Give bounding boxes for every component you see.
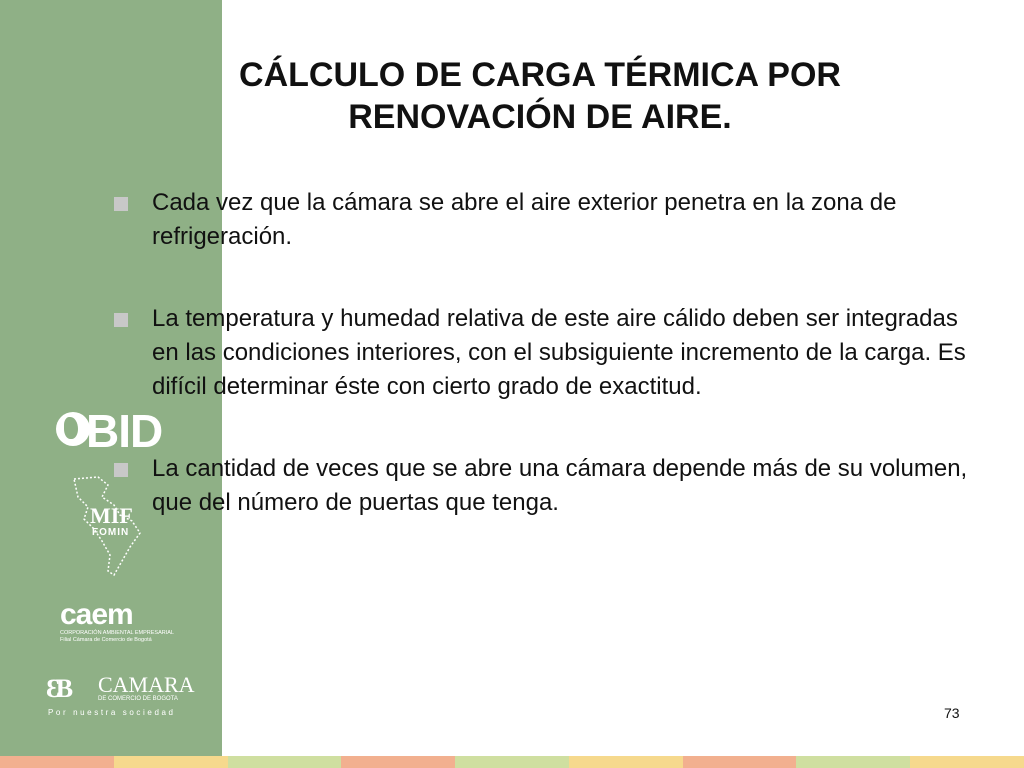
slide-title-line-2: RENOVACIÓN DE AIRE. xyxy=(348,98,732,136)
footer-stripe xyxy=(341,756,455,768)
footer-stripe xyxy=(796,756,910,768)
slide-title-line-1: CÁLCULO DE CARGA TÉRMICA POR xyxy=(239,56,841,94)
footer-stripe xyxy=(569,756,683,768)
footer-stripe xyxy=(455,756,569,768)
footer-stripe xyxy=(228,756,342,768)
slide-title xyxy=(160,54,920,138)
caem-logo xyxy=(60,598,174,650)
camara-subtitle: DE COMERCIO DE BOGOTA xyxy=(98,696,178,702)
footer-stripe xyxy=(910,756,1024,768)
bullet-item xyxy=(112,186,972,254)
footer-color-bar xyxy=(0,756,1024,768)
camara-comercio-logo xyxy=(46,674,196,724)
bullet-item xyxy=(112,452,972,520)
fomin-logo-text: FOMIN xyxy=(92,527,130,538)
camara-tagline: Por nuestra sociedad xyxy=(48,708,176,717)
footer-stripe xyxy=(0,756,114,768)
square-bullet-icon xyxy=(114,313,128,327)
footer-stripe xyxy=(683,756,797,768)
bullet-item xyxy=(112,302,972,404)
bullet-text: Cada vez que la cámara se abre el aire exterior penetra en la zona de refrigeración. xyxy=(152,189,897,250)
bullet-text: La temperatura y humedad relativa de este aire cálido deben ser integradas en las condiciones interiores, con el subsiguiente incremento de la carga. Es difícil determinar éste con cierto grado de exactitud. xyxy=(152,305,966,400)
bid-logo-text: BID xyxy=(86,405,163,457)
caem-subtitle-1: CORPORACIÓN AMBIENTAL EMPRESARIAL xyxy=(60,630,174,636)
caem-subtitle-2: Filial Cámara de Comercio de Bogotá xyxy=(60,637,152,643)
camara-emblem-icon: ƐB xyxy=(46,674,70,703)
footer-stripe xyxy=(114,756,228,768)
bullet-text: La cantidad de veces que se abre una cámara depende más de su volumen, que del número de puertas que tenga. xyxy=(152,455,968,516)
mif-logo-text: MIF xyxy=(90,503,133,528)
camara-logo-text: CAMARA xyxy=(98,672,195,697)
page-number: 73 xyxy=(944,705,960,721)
bullet-list xyxy=(112,186,972,568)
square-bullet-icon xyxy=(114,197,128,211)
caem-logo-text: caem xyxy=(60,598,133,631)
globe-icon xyxy=(56,412,90,446)
square-bullet-icon xyxy=(114,463,128,477)
